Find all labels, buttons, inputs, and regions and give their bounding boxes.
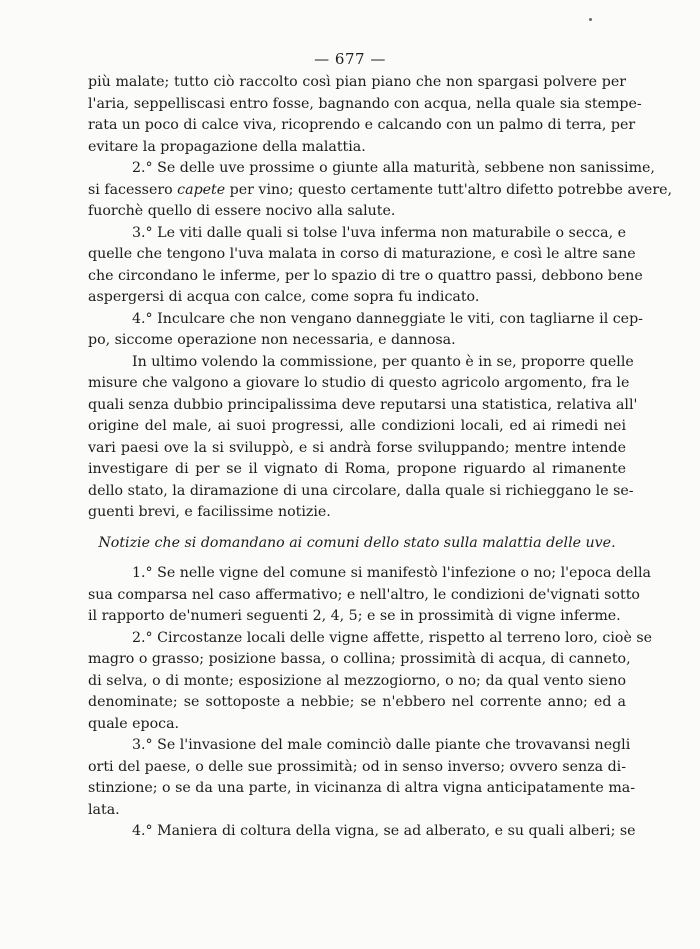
paragraph-1-line-4: evitare la propagazione della malattia. <box>88 138 366 155</box>
paragraph-1-line-1: più malate; tutto ciò raccolto così pian piano che non spargasi polvere per <box>88 74 626 90</box>
paragraph-3-line-2: quelle che tengono l'uva malata in corso di maturazione, e così le altre sane <box>88 246 636 262</box>
item-3-line-4: lata. <box>88 801 120 818</box>
paragraph-5-line-3: quali senza dubbio principalissima deve reputarsi una statistica, relativa all' <box>88 396 638 413</box>
paragraph-1-line-2: l'aria, seppelliscasi entro fosse, bagnando con acqua, nella quale sia stempe- <box>88 95 642 112</box>
paragraph-2-line-2: si facessero capete per vino; questo certamente tutt'altro difetto potrebbe avere, <box>88 181 673 198</box>
item-3-line-2: orti del paese, o delle sue prossimità; od in senso inverso; ovvero senza di- <box>88 758 626 775</box>
paragraph-2-line-3: fuorchè quello di essere nocivo alla salute. <box>88 203 396 219</box>
paragraph-5-line-1: In ultimo volendo la commissione, per quanto è in se, proporre quelle <box>132 353 634 370</box>
item-2-line-4: denominate; se sottoposte a nebbie; se n'ebbero nel corrente anno; ed a <box>88 694 626 710</box>
italic-word: capete <box>177 181 226 198</box>
print-speck <box>589 18 592 21</box>
paragraph-1-line-3: rata un poco di calce viva, ricoprendo e calcando con un palmo di terra, per <box>88 117 636 133</box>
paragraph-5-line-6: investigare di per se il vignato di Roma, propone riguardo al rimanente <box>88 461 626 477</box>
item-2-line-5: quale epoca. <box>88 715 180 732</box>
section-heading: Notizie che si domandano ai comuni dello stato sulla malattia delle uve. <box>98 534 616 551</box>
item-2-line-3: di selva, o di monte; esposizione al mezzogiorno, o no; da qual vento sieno <box>88 672 626 689</box>
item-3-line-1: 3.° Se l'invasione del male cominciò dalle piante che trovavansi negli <box>132 737 631 753</box>
body-text <box>88 72 673 843</box>
paragraph-5-line-7: dello stato, la diramazione di una circolare, dalla quale si richieggano le se- <box>88 482 634 499</box>
paragraph-5-line-8: guenti brevi, e facilissime notizie. <box>88 504 331 520</box>
paragraph-5-line-4: origine del male, ai suoi progressi, alle condizioni locali, ed ai rimedi nei <box>88 418 626 434</box>
paragraph-5-line-2: misure che valgono a giovare lo studio di questo agricolo argomento, fra le <box>88 375 630 391</box>
page-number: — 677 — <box>314 50 386 68</box>
item-2-line-2: magro o grasso; posizione bassa, o collina; prossimità di acqua, di canneto, <box>88 651 631 667</box>
item-1-line-1: 1.° Se nelle vigne del comune si manifestò l'infezione o no; l'epoca della <box>132 565 651 581</box>
paragraph-3-line-3: che circondano le inferme, per lo spazio di tre o quattro passi, debbono bene <box>88 267 643 284</box>
paragraph-3-line-4: aspergersi di acqua con calce, come sopra fu indicato. <box>88 289 480 305</box>
item-3-line-3: stinzione; o se da una parte, in vicinanza di altra vigna anticipatamente ma- <box>88 780 636 796</box>
paragraph-4-line-2: po, siccome operazione non necessaria, e dannosa. <box>88 332 456 348</box>
item-1-line-2: sua comparsa nel caso affermativo; e nell'altro, le condizioni de'vignati sotto <box>88 586 640 603</box>
paragraph-3-line-1: 3.° Le viti dalle quali si tolse l'uva inferma non maturabile o secca, e <box>132 224 626 241</box>
item-2-line-1: 2.° Circostanze locali delle vigne affette, rispetto al terreno loro, cioè se <box>132 629 653 646</box>
item-1-line-3: il rapporto de'numeri seguenti 2, 4, 5; e se in prossimità di vigne inferme. <box>88 608 621 624</box>
paragraph-5-line-5: vari paesi ove la si sviluppò, e si andrà forse sviluppando; mentre intende <box>88 439 626 456</box>
item-4-line-1: 4.° Maniera di coltura della vigna, se ad alberato, e su quali alberi; se <box>132 823 636 839</box>
paragraph-2-line-1: 2.° Se delle uve prossime o giunte alla maturità, sebbene non sanissime, <box>132 160 655 176</box>
paragraph-4-line-1: 4.° Inculcare che non vengano danneggiate le viti, con tagliarne il cep- <box>132 310 643 327</box>
